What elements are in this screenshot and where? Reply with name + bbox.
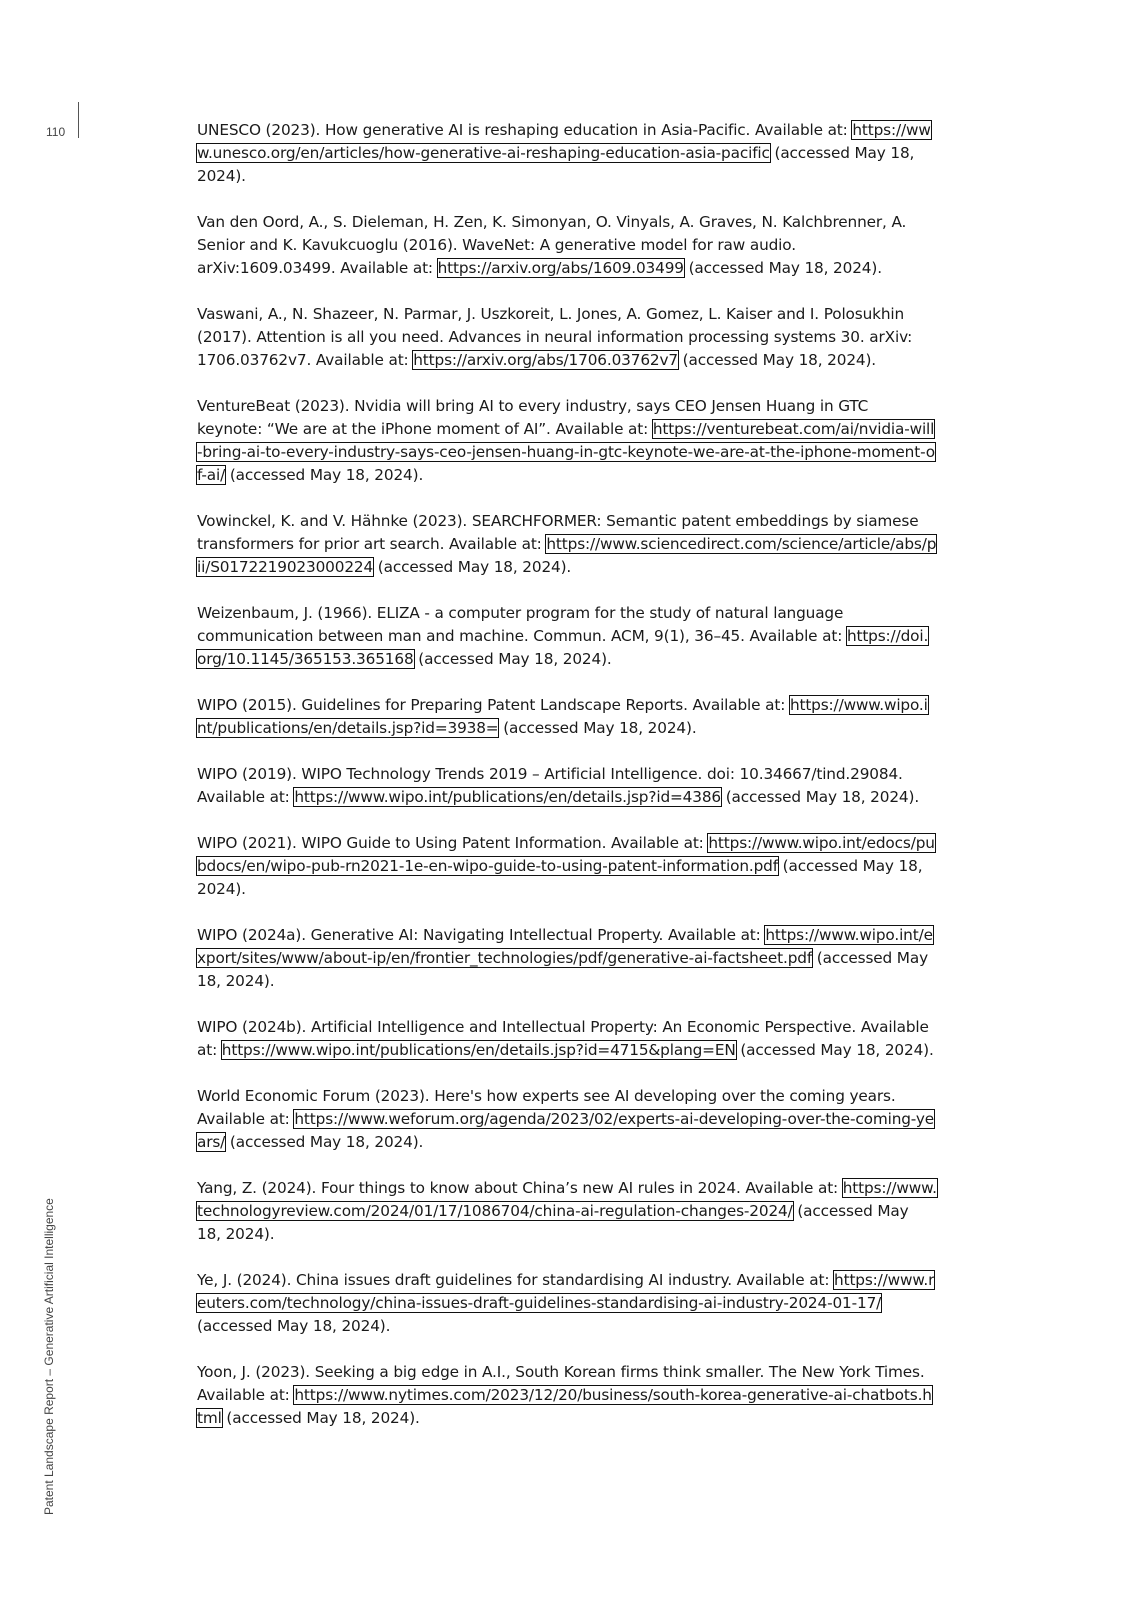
reference-entry: [197, 1361, 937, 1430]
reference-entry: [197, 119, 937, 188]
reference-accessed: (accessed May 18, 2024).: [735, 1041, 934, 1059]
reference-link[interactable]: https://doi.org/10.1145/365153.365168: [197, 627, 929, 668]
reference-link[interactable]: https://www.wipo.int/publications/en/details.jsp?id=3938=: [197, 696, 928, 737]
reference-text: Weizenbaum, J. (1966). ELIZA - a computer program for the study of natural language communication between man and machine. Commun. ACM, 9(1), 36–45. Available at:: [197, 604, 847, 645]
reference-text: Ye, J. (2024). China issues draft guidelines for standardising AI industry. Available at:: [197, 1271, 835, 1289]
reference-link[interactable]: https://www.sciencedirect.com/science/article/abs/pii/S0172219023000224: [197, 535, 937, 576]
reference-entry: [197, 924, 937, 993]
reference-accessed: (accessed May 18, 2024).: [413, 650, 612, 668]
page-number: 110: [46, 125, 66, 139]
reference-accessed: (accessed May 18, 2024).: [498, 719, 697, 737]
reference-accessed: (accessed May 18, 2024).: [197, 857, 923, 898]
reference-entry: [197, 1177, 937, 1246]
reference-link[interactable]: https://arxiv.org/abs/1706.03762v7: [413, 351, 678, 369]
reference-accessed: (accessed May 18, 2024).: [373, 558, 572, 576]
reference-accessed: (accessed May 18, 2024).: [225, 466, 424, 484]
reference-link[interactable]: https://www.wipo.int/export/sites/www/about-ip/en/frontier_technologies/pdf/generative-ai-factsheet.pdf: [197, 926, 933, 967]
reference-accessed: (accessed May 18, 2024).: [197, 1317, 391, 1335]
reference-link[interactable]: https://venturebeat.com/ai/nvidia-will-bring-ai-to-every-industry-says-ceo-jensen-huang-in-gtc-keynote-we-are-at-the-iphone-moment-of-ai/: [197, 420, 935, 484]
reference-text: WIPO (2015). Guidelines for Preparing Patent Landscape Reports. Available at:: [197, 696, 790, 714]
reference-text: UNESCO (2023). How generative AI is reshaping education in Asia-Pacific. Available at:: [197, 121, 853, 139]
reference-text: Yang, Z. (2024). Four things to know about China’s new AI rules in 2024. Available at:: [197, 1179, 843, 1197]
reference-accessed: (accessed May 18, 2024).: [197, 1202, 909, 1243]
reference-entry: [197, 510, 937, 579]
reference-text: WIPO (2024a). Generative AI: Navigating Intellectual Property. Available at:: [197, 926, 766, 944]
reference-text: Vaswani, A., N. Shazeer, N. Parmar, J. Uszkoreit, L. Jones, A. Gomez, L. Kaiser and I. Polosukhin (2017). Attention is all you need. Advances in neural information processing systems 30. arXiv: 1706.03762v7. Available at:: [197, 305, 913, 369]
reference-entry: [197, 395, 937, 487]
reference-link[interactable]: https://www.wipo.int/publications/en/details.jsp?id=4386: [294, 788, 721, 806]
running-footer: Patent Landscape Report – Generative Artificial Intelligence: [42, 1198, 56, 1515]
reference-accessed: (accessed May 18, 2024).: [677, 351, 877, 369]
reference-link[interactable]: https://www.unesco.org/en/articles/how-generative-ai-reshaping-education-asia-pacific: [197, 121, 931, 162]
reference-text: WIPO (2024b). Artificial Intelligence and Intellectual Property: An Economic Perspective. Available at:: [197, 1018, 929, 1059]
reference-accessed: (accessed May 18, 2024).: [721, 788, 920, 806]
reference-entry: [197, 694, 937, 740]
reference-link[interactable]: https://www.technologyreview.com/2024/01/17/1086704/china-ai-regulation-changes-2024/: [197, 1179, 937, 1220]
reference-entry: [197, 602, 937, 671]
reference-link[interactable]: https://www.reuters.com/technology/china-issues-draft-guidelines-standardising-ai-industry-2024-01-17/: [197, 1271, 935, 1312]
reference-accessed: (accessed May 18, 2024).: [197, 949, 928, 990]
reference-text: WIPO (2021). WIPO Guide to Using Patent Information. Available at:: [197, 834, 709, 852]
reference-entry: [197, 1269, 937, 1338]
reference-text: World Economic Forum (2023). Here's how experts see AI developing over the coming years. Available at:: [197, 1087, 896, 1128]
reference-accessed: (accessed May 18, 2024).: [221, 1409, 420, 1427]
reference-text: WIPO (2019). WIPO Technology Trends 2019 – Artificial Intelligence. doi: 10.34667/tind.29084. Available at:: [197, 765, 903, 806]
reference-text: VentureBeat (2023). Nvidia will bring AI to every industry, says CEO Jensen Huang in GTC keynote: “We are at the iPhone moment of AI”. Available at:: [197, 397, 869, 438]
margin-rule: [78, 102, 79, 138]
reference-entry: [197, 1085, 937, 1154]
reference-entry: [197, 1016, 937, 1062]
reference-link[interactable]: https://arxiv.org/abs/1609.03499: [437, 259, 684, 277]
reference-accessed: (accessed May 18, 2024).: [683, 259, 882, 277]
reference-accessed: (accessed May 18, 2024).: [225, 1133, 424, 1151]
reference-text: Yoon, J. (2023). Seeking a big edge in A.I., South Korean firms think smaller. The New York Times. Available at:: [197, 1363, 925, 1404]
reference-accessed: (accessed May 18, 2024).: [197, 144, 915, 185]
reference-entry: [197, 763, 937, 809]
reference-entry: [197, 211, 937, 280]
reference-link[interactable]: https://www.nytimes.com/2023/12/20/business/south-korea-generative-ai-chatbots.html: [197, 1386, 932, 1427]
reference-link[interactable]: https://www.weforum.org/agenda/2023/02/experts-ai-developing-over-the-coming-years/: [197, 1110, 935, 1151]
reference-entry: [197, 832, 937, 901]
reference-text: Vowinckel, K. and V. Hähnke (2023). SEARCHFORMER: Semantic patent embeddings by siamese transformers for prior art search. Available at:: [197, 512, 919, 553]
reference-entry: [197, 303, 937, 372]
reference-list: [197, 119, 937, 1453]
reference-text: Van den Oord, A., S. Dieleman, H. Zen, K. Simonyan, O. Vinyals, A. Graves, N. Kalchbrenner, A. Senior and K. Kavukcuoglu (2016). WaveNet: A generative model for raw audio. arXiv:1609.03499. Available at:: [197, 213, 907, 277]
reference-link[interactable]: https://www.wipo.int/edocs/pubdocs/en/wipo-pub-rn2021-1e-en-wipo-guide-to-using-patent-information.pdf: [197, 834, 935, 875]
reference-link[interactable]: https://www.wipo.int/publications/en/details.jsp?id=4715&plang=EN: [221, 1041, 736, 1059]
